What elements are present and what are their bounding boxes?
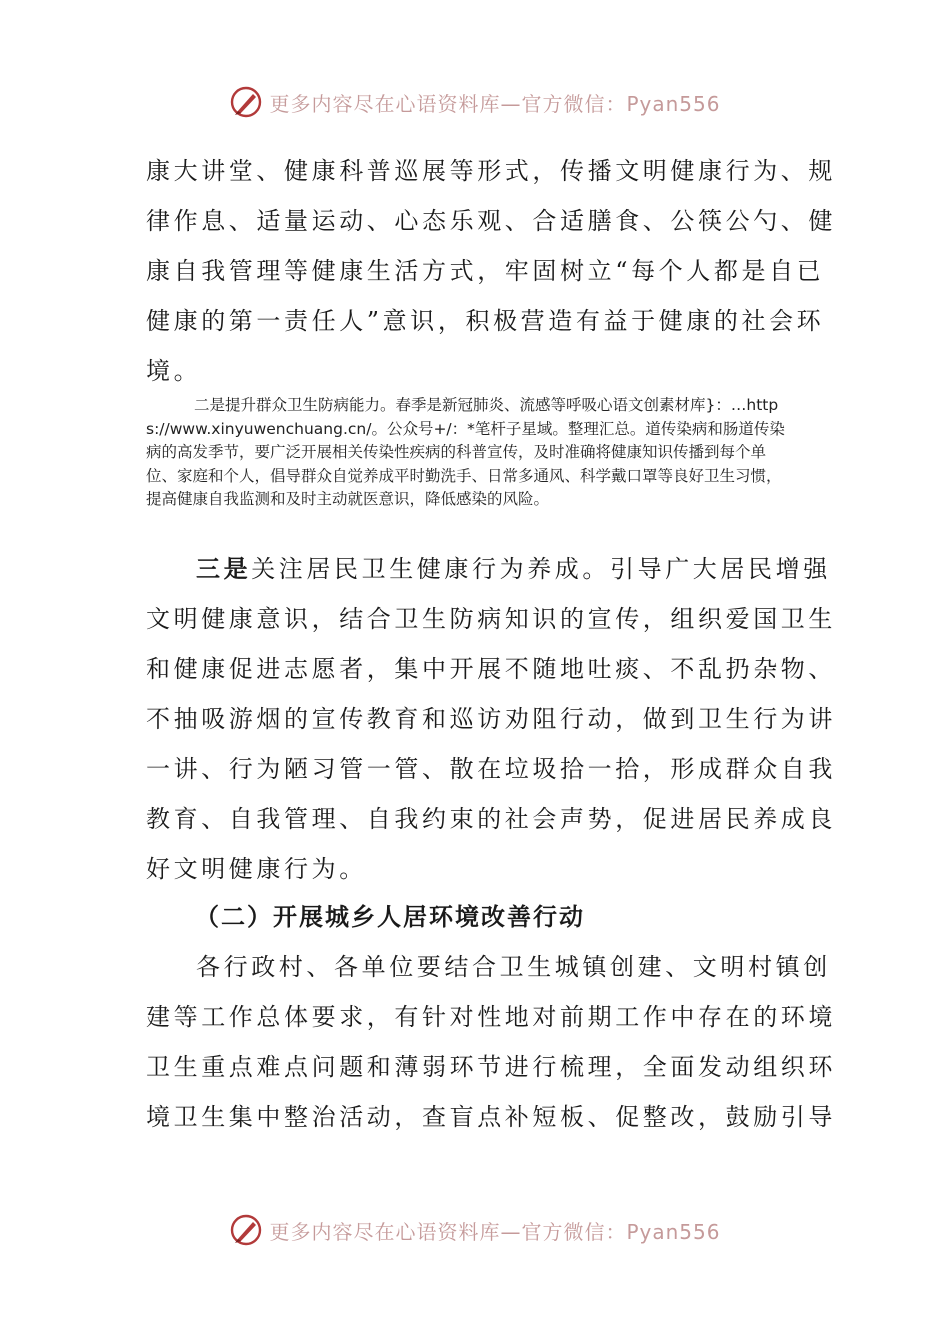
text-line: 律作息、适量运动、心态乐观、合适膳食、公筷公勺、健	[146, 207, 836, 235]
footer-banner-text: 更多内容尽在心语资料库—官方微信：Pyan556	[269, 1219, 721, 1244]
paragraph-2-text: 二是提升群众卫生防病能力。春季是新冠肺炎、流感等呼吸心语文创素材库}：…https://www.xinyuwenchuang.cn/。公众号+/：*笔杆子星域。整理汇总。道传染病和肠道传染病的高发季节，要广泛开展相关传染性疾病的科普宣传，及时准确将健康知识传播到每个单位、家庭和个人，倡导群众自觉养成平时勤洗手、日常多通风、科学戴口罩等良好卫生习惯，提高健康自我监测和及时主动就医意识，降低感染的风险。	[146, 396, 785, 509]
text-line: 好文明健康行为。	[146, 855, 367, 883]
text-line: 健康的第一责任人”意识，积极营造有益于健康的社会环	[146, 307, 825, 335]
paragraph-2	[146, 394, 796, 512]
text-line: 一讲、行为陋习管一管、散在垃圾拾一拾，形成群众自我	[146, 755, 836, 783]
paragraph-1	[146, 146, 836, 396]
text-line: 和健康促进志愿者，集中开展不随地吐痰、不乱扔杂物、	[146, 655, 836, 683]
text-line: 教育、自我管理、自我约束的社会声势，促进居民养成良	[146, 805, 836, 833]
text-line	[146, 544, 831, 594]
text-line: 康自我管理等健康生活方式，牢固树立“每个人都是自已	[146, 257, 825, 285]
paragraph-4	[146, 942, 836, 1142]
pen-logo-icon	[229, 1213, 263, 1247]
text-line	[146, 942, 831, 992]
footer-banner	[0, 1210, 950, 1250]
pen-logo-icon	[229, 85, 263, 119]
text-line: 卫生重点难点问题和薄弱环节进行梳理，全面发动组织环	[146, 1053, 836, 1081]
paragraph-3-first-line: 关注居民卫生健康行为养成。引导广大居民增强	[251, 555, 831, 583]
paragraph-3-lead: 三是	[196, 554, 252, 583]
text-line: 建等工作总体要求，有针对性地对前期工作中存在的环境	[146, 1003, 836, 1031]
header-banner	[0, 82, 950, 122]
text-line: 文明健康意识，结合卫生防病知识的宣传，组织爱国卫生	[146, 605, 836, 633]
text-line: 境。	[146, 357, 202, 385]
paragraph-3	[146, 544, 836, 894]
paragraph-4-first-line: 各行政村、各单位要结合卫生城镇创建、文明村镇创	[196, 953, 831, 981]
text-line: 康大讲堂、健康科普巡展等形式，传播文明健康行为、规	[146, 157, 836, 185]
header-banner-text: 更多内容尽在心语资料库—官方微信：Pyan556	[269, 91, 721, 116]
section-heading: （二）开展城乡人居环境改善行动	[195, 902, 585, 931]
text-line: 境卫生集中整治活动，查盲点补短板、促整改，鼓励引导	[146, 1103, 836, 1131]
text-line: 不抽吸游烟的宣传教育和巡访劝阻行动，做到卫生行为讲	[146, 705, 836, 733]
